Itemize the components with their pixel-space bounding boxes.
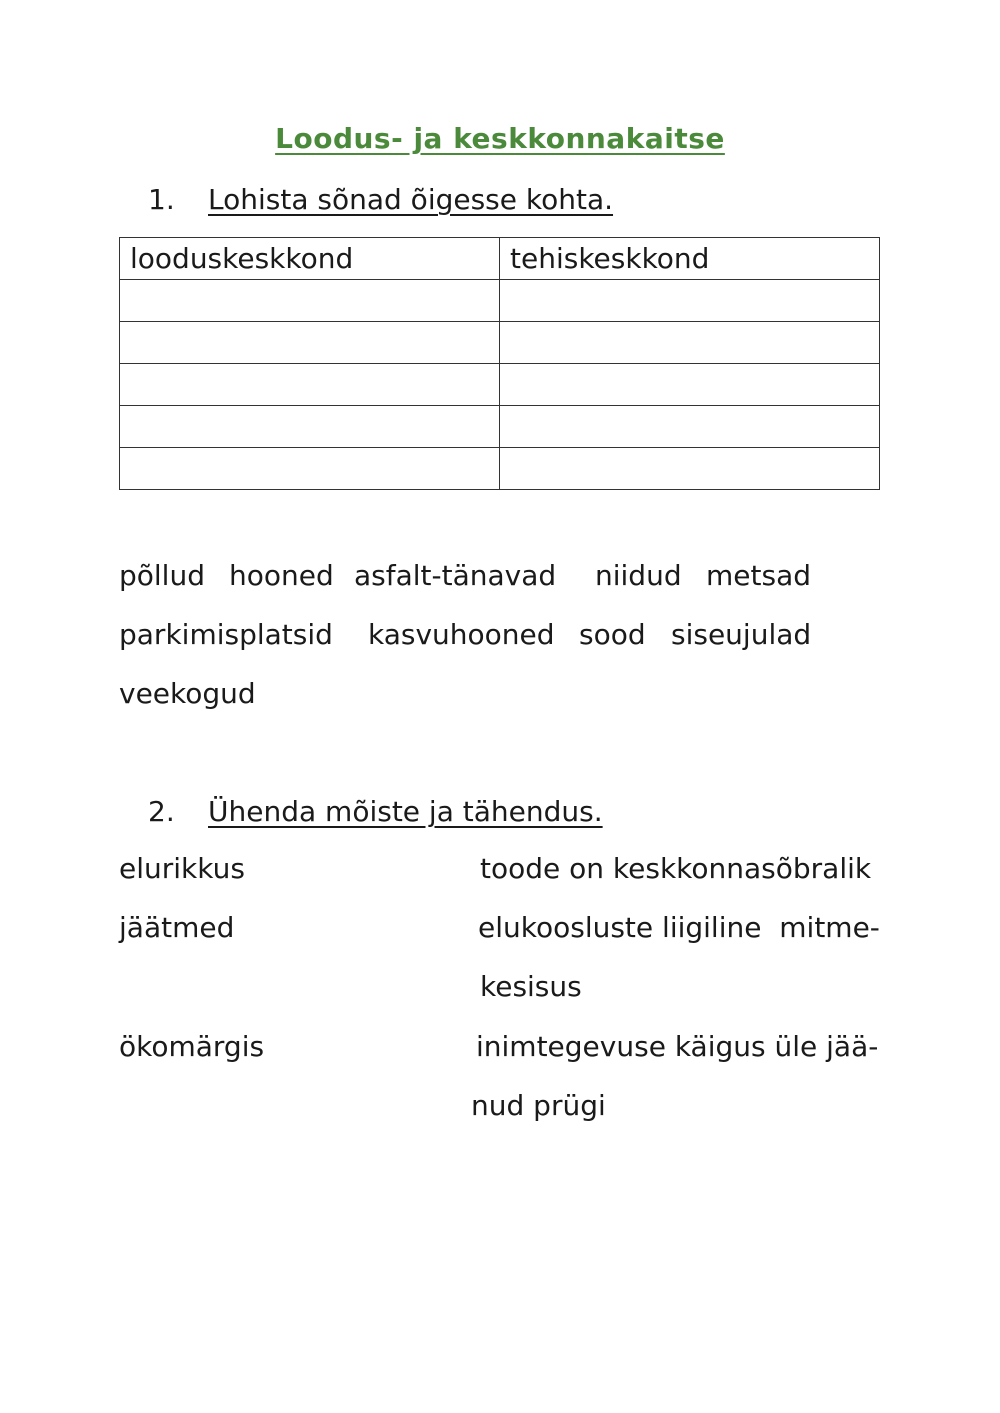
match-definition[interactable]: inimtegevuse käigus üle jää- xyxy=(476,1030,879,1063)
word-chip[interactable]: sood xyxy=(579,618,646,651)
word-chip[interactable]: hooned xyxy=(229,559,334,592)
word-chip[interactable]: kasvuhooned xyxy=(368,618,555,651)
column-header-artificial: tehiskeskkond xyxy=(500,238,880,280)
section-2-instruction: Ühenda mõiste ja tähendus. xyxy=(208,795,603,828)
word-chip[interactable]: metsad xyxy=(706,559,811,592)
word-chip[interactable]: asfalt-tänavad xyxy=(354,559,557,592)
match-definition-continuation[interactable]: kesisus xyxy=(480,970,582,1003)
column-header-natural: looduskeskkond xyxy=(120,238,500,280)
section-1-number: 1. xyxy=(148,183,175,216)
word-chip[interactable]: siseujulad xyxy=(671,618,812,651)
word-chip[interactable]: niidud xyxy=(595,559,682,592)
match-definition[interactable]: elukoosluste liigiline mitme- xyxy=(478,911,880,944)
match-definition-continuation[interactable]: nud prügi xyxy=(471,1089,606,1122)
table-row xyxy=(120,280,880,322)
table-header-row xyxy=(120,238,880,280)
match-term[interactable]: ökomärgis xyxy=(119,1030,265,1063)
table-row xyxy=(120,406,880,448)
table-row xyxy=(120,448,880,490)
page-title: Loodus- ja keskkonnakaitse xyxy=(275,122,725,155)
drop-cell-artificial[interactable] xyxy=(500,322,880,364)
drop-cell-natural[interactable] xyxy=(120,322,500,364)
drop-cell-artificial[interactable] xyxy=(500,364,880,406)
drop-cell-natural[interactable] xyxy=(120,364,500,406)
word-chip[interactable]: põllud xyxy=(119,559,205,592)
match-term[interactable]: elurikkus xyxy=(119,852,245,885)
word-chip[interactable]: parkimisplatsid xyxy=(119,618,333,651)
drop-cell-natural[interactable] xyxy=(120,280,500,322)
drop-cell-natural[interactable] xyxy=(120,448,500,490)
drop-cell-artificial[interactable] xyxy=(500,280,880,322)
drop-cell-natural[interactable] xyxy=(120,406,500,448)
drop-cell-artificial[interactable] xyxy=(500,448,880,490)
section-1-instruction: Lohista sõnad õigesse kohta. xyxy=(208,183,614,216)
word-chip[interactable]: veekogud xyxy=(119,677,256,710)
table-row xyxy=(120,364,880,406)
sorting-table xyxy=(119,237,880,490)
match-definition[interactable]: toode on keskkonnasõbralik xyxy=(480,852,872,885)
match-term[interactable]: jäätmed xyxy=(119,911,235,944)
drop-cell-artificial[interactable] xyxy=(500,406,880,448)
section-2-number: 2. xyxy=(148,795,175,828)
table-row xyxy=(120,322,880,364)
